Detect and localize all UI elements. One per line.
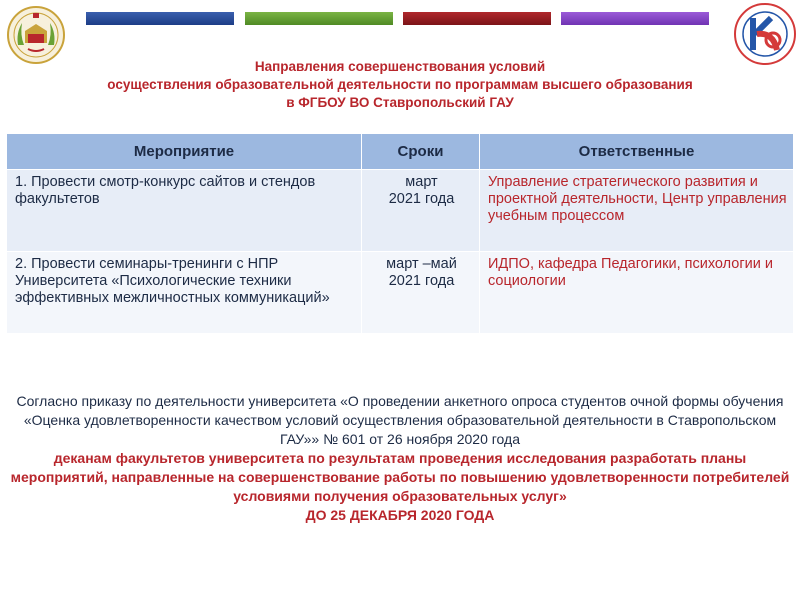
term-cell: [362, 252, 480, 334]
plan-table: [6, 133, 794, 334]
title-line-1: Направления совершенствования условий: [254, 59, 546, 74]
table-row: [7, 170, 794, 252]
responsible-cell: Управление стратегического развития и проектной деятельности, Центр управления учебным процессом: [480, 170, 794, 252]
university-emblem-icon: [6, 5, 66, 65]
order-deadline: ДО 25 ДЕКАБРЯ 2020 ГОДА: [305, 507, 495, 523]
term-line: 2021 года: [388, 191, 455, 207]
term-cell: [362, 170, 480, 252]
title-line-2: осуществления образовательной деятельности по программам высшего образования: [107, 77, 693, 92]
page-title: [40, 58, 760, 112]
table-header-row: [7, 134, 794, 170]
header-bar-blue: [86, 12, 234, 25]
quality-mark-icon: [733, 2, 797, 66]
activity-cell: 1. Провести смотр-конкурс сайтов и стендов факультетов: [7, 170, 362, 252]
order-instruction: деканам факультетов университета по результатам проведения исследования разработать планы мероприятий, направленные на совершенствование работы по повышению удовлетворенности потребителей условиями получения образовательных услуг»: [10, 450, 790, 504]
table-row: [7, 252, 794, 334]
activity-cell: 2. Провести семинары-тренинги с НПР Университета «Психологические техники эффективных межличностных коммуникаций»: [7, 252, 362, 334]
responsible-cell: ИДПО, кафедра Педагогики, психологии и социологии: [480, 252, 794, 334]
header-responsible: Ответственные: [480, 134, 794, 170]
term-line: 2021 года: [388, 273, 455, 289]
term-line: март: [405, 174, 438, 190]
term-line: март –май: [386, 256, 457, 272]
order-reference: Согласно приказу по деятельности университета «О проведении анкетного опроса студентов очной формы обучения «Оценка удовлетворенности качеством условий осуществления образовательной деятельности в Ставропольском ГАУ»» № 601 от 26 ноября 2020 года: [16, 393, 784, 447]
header-bar-purple: [561, 12, 709, 25]
header-bar-red: [403, 12, 551, 25]
header-term: Сроки: [362, 134, 480, 170]
title-line-3: в ФГБОУ ВО Ставропольский ГАУ: [286, 95, 514, 110]
header-bar-green: [245, 12, 393, 25]
header-activity: Мероприятие: [7, 134, 362, 170]
order-note: [8, 392, 792, 525]
